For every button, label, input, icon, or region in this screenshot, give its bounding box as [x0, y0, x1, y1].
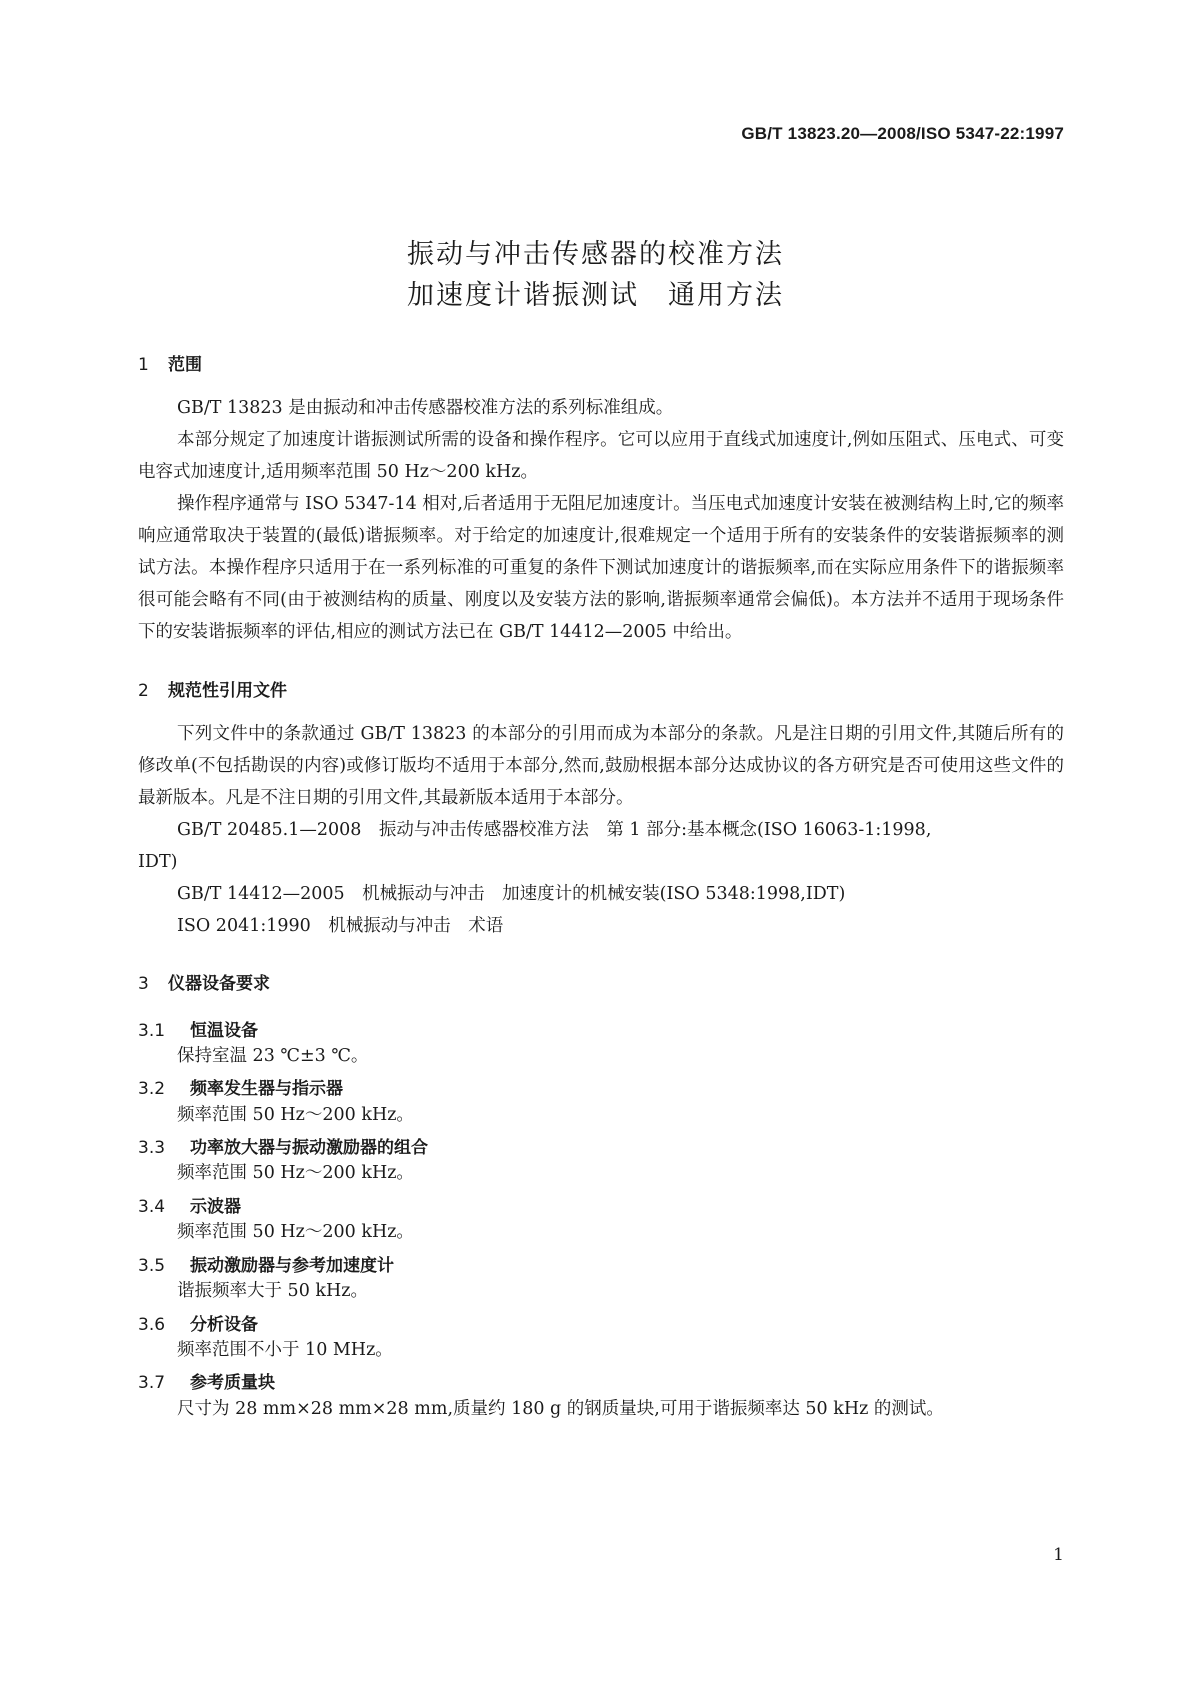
section-number: 3: [138, 974, 149, 994]
document-title-line1: 振动与冲击传感器的校准方法: [407, 239, 784, 270]
subsection-number: 3.2: [138, 1079, 166, 1099]
subsection-text: 谐振频率大于 50 kHz。: [177, 1281, 368, 1301]
subsection-title: 示波器: [190, 1197, 241, 1217]
subsection-heading: [138, 1310, 1064, 1335]
subsection-text: 保持室温 23 ℃±3 ℃。: [177, 1046, 369, 1066]
subsection-number: 3.7: [138, 1373, 166, 1393]
page-number: 1: [1053, 1545, 1064, 1565]
subsection-title: 参考质量块: [190, 1373, 275, 1393]
subsection-number: 3.4: [138, 1197, 166, 1217]
subsection-number: 3.3: [138, 1138, 166, 1158]
paragraph: 本部分规定了加速度计谐振测试所需的设备和操作程序。它可以应用于直线式加速度计,例如压阻式、压电式、可变电容式加速度计,适用频率范围 50 Hz～200 kHz。: [138, 430, 1064, 482]
paragraph: 操作程序通常与 ISO 5347-14 相对,后者适用于无阻尼加速度计。当压电式加速度计安装在被测结构上时,它的频率响应通常取决于装置的(最低)谐振频率。对于给定的加速度计,很难规定一个适用于所有的安装条件的安装谐振频率的测试方法。本操作程序只适用于在一系列标准的可重复的条件下测试加速度计的谐振频率,而在实际应用条件下的谐振频率很可能会略有不同(由于被测结构的质量、刚度以及安装方法的影响,谐振频率通常会偏低)。本方法并不适用于现场条件下的安装谐振频率的评估,相应的测试方法已在 GB/T 14412—2005 中给出。: [138, 494, 1064, 642]
section-1-body: [138, 392, 1064, 648]
standard-number: GB/T 13823.20—2008/ISO 5347-22:1997: [741, 124, 1064, 143]
reference-item: ISO 2041:1990 机械振动与冲击 术语: [177, 916, 504, 936]
subsection-title: 频率发生器与指示器: [190, 1079, 343, 1099]
paragraph: GB/T 13823 是由振动和冲击传感器校准方法的系列标准组成。: [177, 398, 674, 418]
section-2-body: [138, 718, 1064, 942]
subsection-text: 频率范围不小于 10 MHz。: [177, 1340, 393, 1360]
subsection-title: 恒温设备: [190, 1021, 258, 1041]
section-2-heading: [138, 676, 1064, 701]
section-number: 2: [138, 681, 149, 701]
subsection-title: 功率放大器与振动激励器的组合: [190, 1138, 428, 1158]
section-title: 仪器设备要求: [168, 974, 270, 994]
subsection-text: 尺寸为 28 mm×28 mm×28 mm,质量约 180 g 的钢质量块,可用于谐振频率达 50 kHz 的测试。: [177, 1399, 944, 1419]
document-title-line2: 加速度计谐振测试 通用方法: [407, 280, 784, 311]
section-3-heading: [138, 969, 1064, 994]
subsection-heading: [138, 1016, 1064, 1041]
subsection-title: 振动激励器与参考加速度计: [190, 1256, 394, 1276]
subsection-text: 频率范围 50 Hz～200 kHz。: [177, 1105, 414, 1125]
reference-item: GB/T 14412—2005 机械振动与冲击 加速度计的机械安装(ISO 5348:1998,IDT): [177, 884, 846, 904]
subsection-heading: [138, 1192, 1064, 1217]
section-title: 规范性引用文件: [168, 681, 287, 701]
subsection-number: 3.5: [138, 1256, 166, 1276]
section-1-heading: [138, 350, 1064, 375]
subsection-heading: [138, 1368, 1064, 1393]
subsection-heading: [138, 1074, 1064, 1099]
subsection-heading: [138, 1251, 1064, 1276]
reference-item-continued: IDT): [138, 852, 178, 872]
subsection-number: 3.1: [138, 1021, 166, 1041]
subsection-title: 分析设备: [190, 1315, 258, 1335]
reference-item: GB/T 20485.1—2008 振动与冲击传感器校准方法 第 1 部分:基本概念(ISO 16063-1:1998,: [177, 820, 932, 840]
subsection-text: 频率范围 50 Hz～200 kHz。: [177, 1163, 414, 1183]
section-title: 范围: [168, 355, 202, 375]
subsection-number: 3.6: [138, 1315, 166, 1335]
subsection-text: 频率范围 50 Hz～200 kHz。: [177, 1222, 414, 1242]
paragraph: 下列文件中的条款通过 GB/T 13823 的本部分的引用而成为本部分的条款。凡是注日期的引用文件,其随后所有的修改单(不包括勘误的内容)或修订版均不适用于本部分,然而,鼓励根据本部分达成协议的各方研究是否可使用这些文件的最新版本。凡是不注日期的引用文件,其最新版本适用于本部分。: [138, 724, 1064, 808]
subsection-heading: [138, 1133, 1064, 1158]
section-number: 1: [138, 355, 149, 375]
